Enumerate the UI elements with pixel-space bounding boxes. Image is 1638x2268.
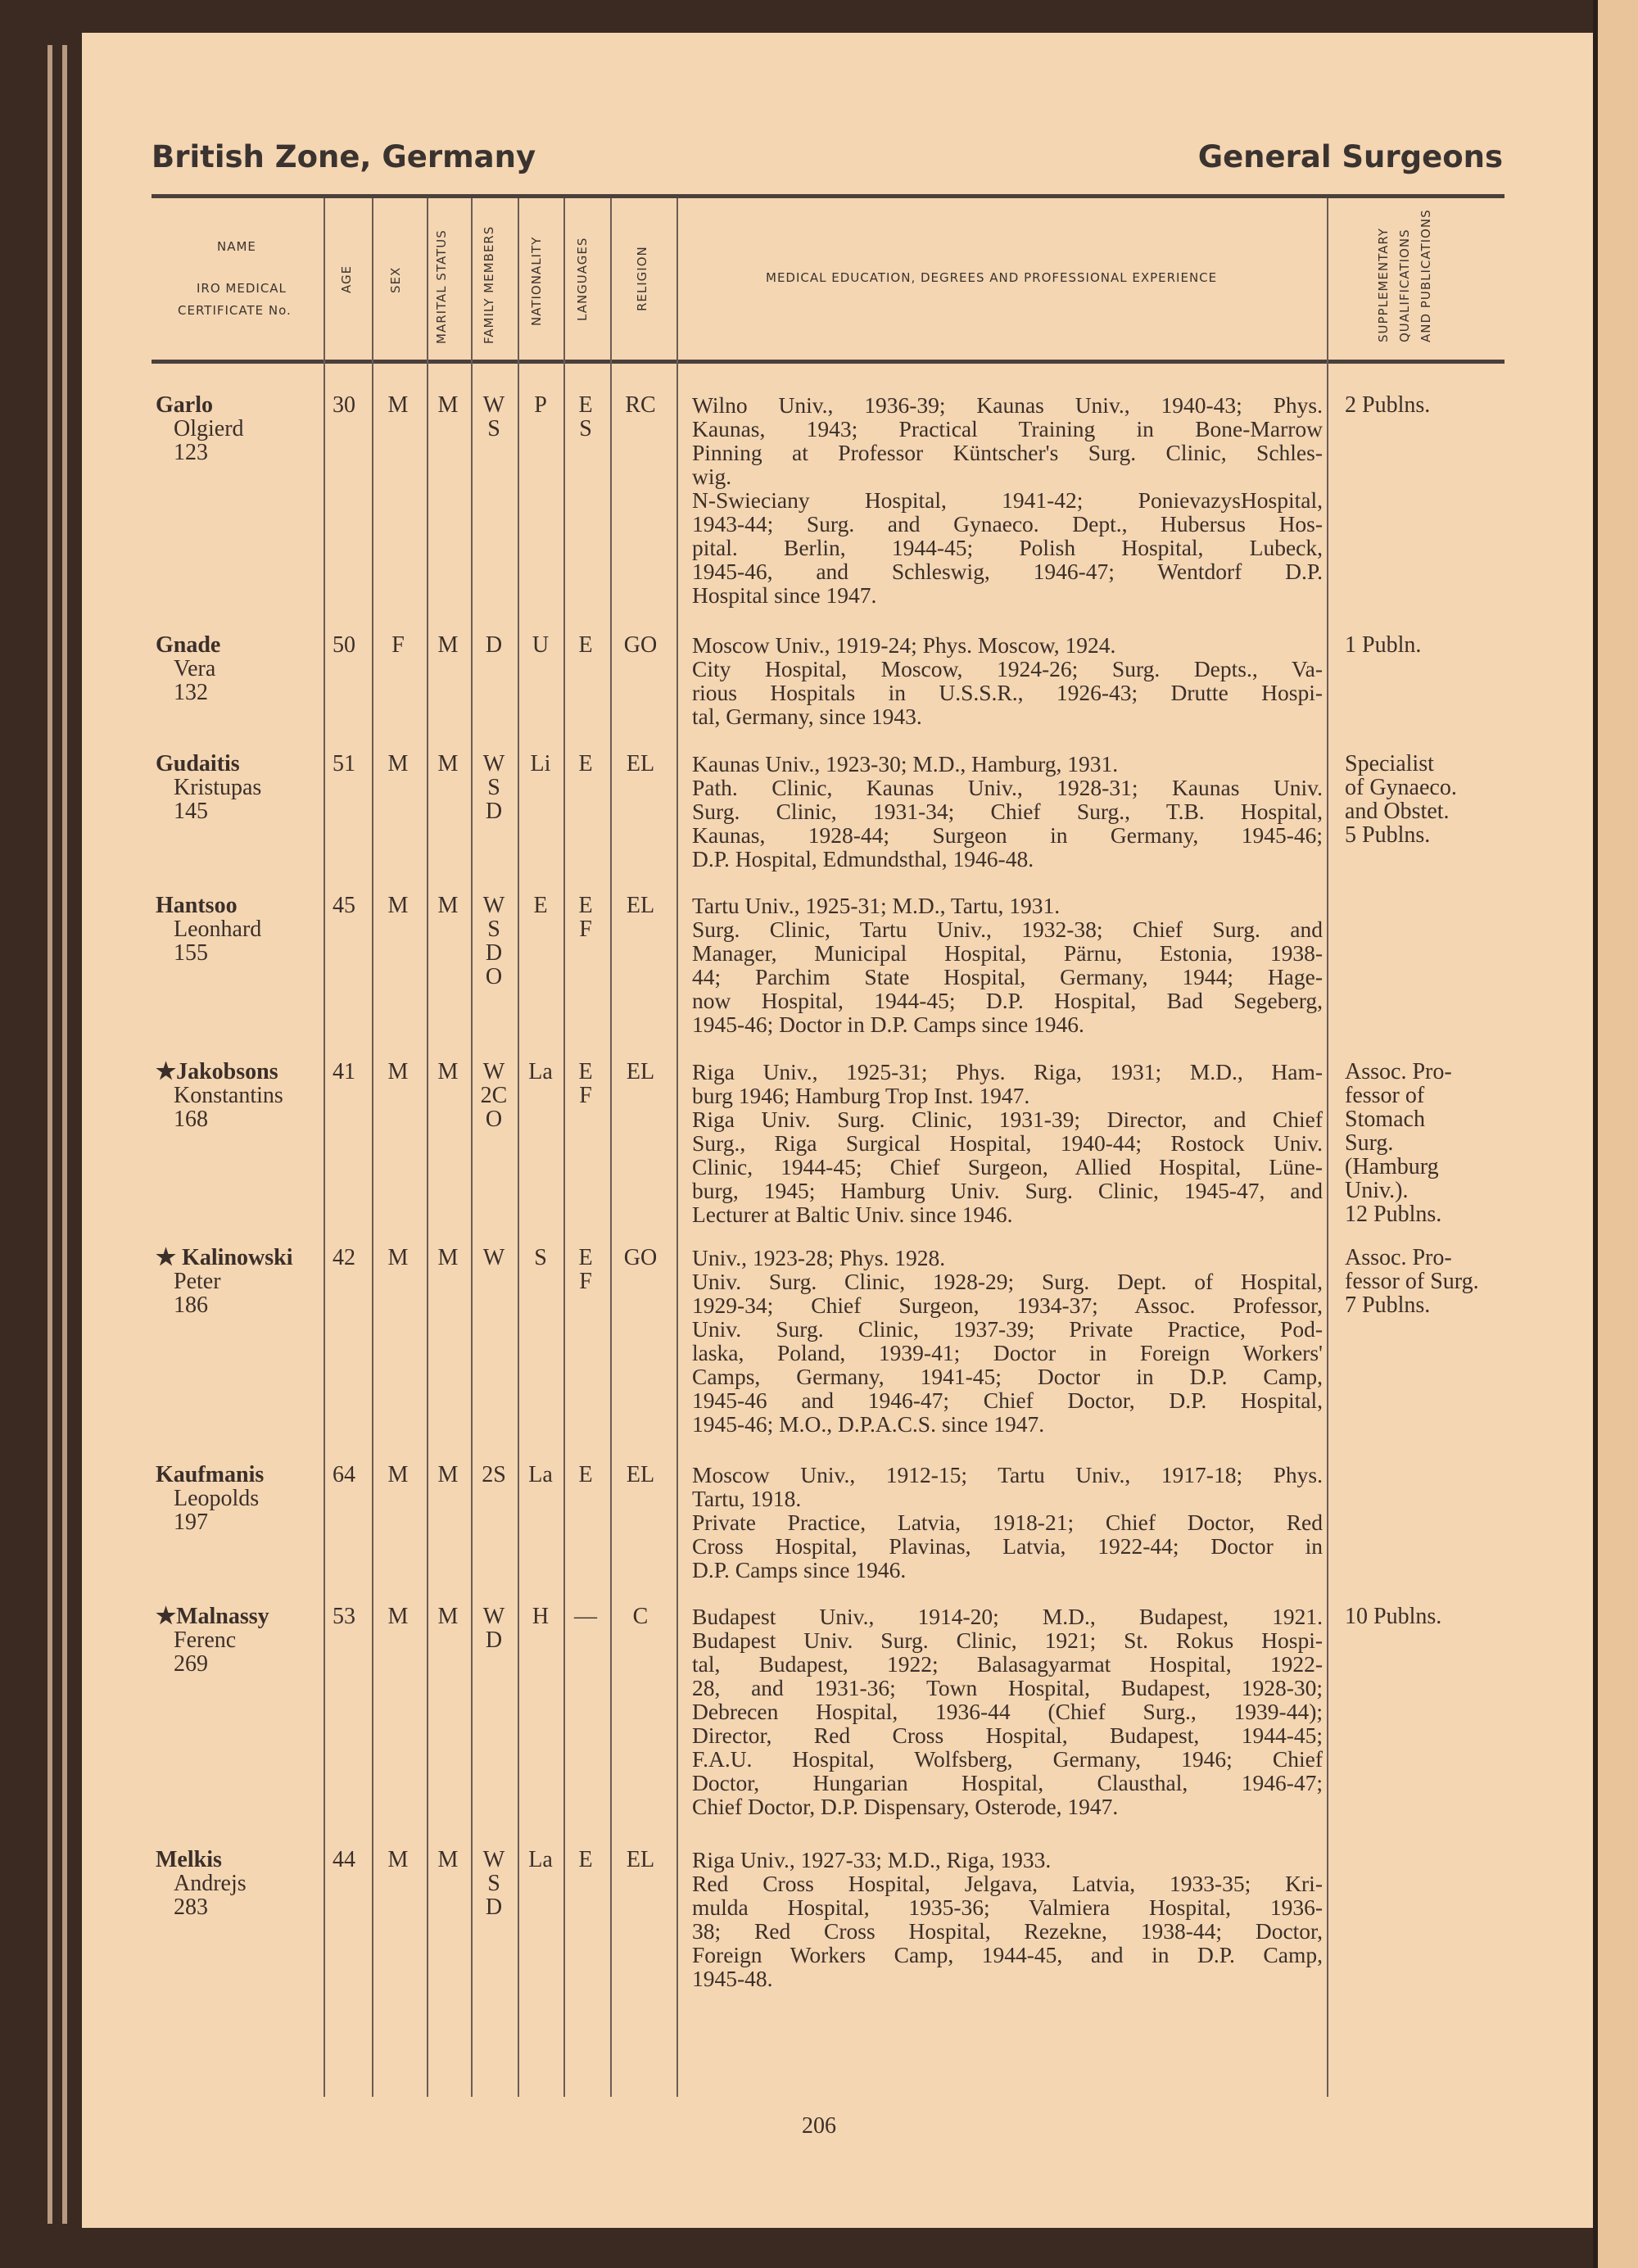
nationality-value: P — [534, 392, 547, 418]
column-divider — [324, 198, 325, 2097]
education-line: Foreign Workers Camp, 1944-45, and in D.P. Camp, — [692, 1942, 1323, 1967]
education-line: pital. Berlin, 1944-45; Polish Hospital, Lubeck, — [692, 535, 1323, 560]
nationality-value: U — [532, 632, 550, 658]
education-line: Budapest Univ. Surg. Clinic, 1921; St. Rokus Hospi- — [692, 1627, 1323, 1653]
religion-value: GO — [623, 632, 658, 658]
surname: Kaufmanis — [156, 1462, 265, 1487]
education-line: Riga Univ., 1925-31; Phys. Riga, 1931; M.D., Ham- — [692, 1059, 1323, 1084]
sex-value: F — [391, 632, 405, 658]
table-header-rule — [152, 360, 1505, 364]
age-value: 51 — [333, 751, 355, 776]
education-line: Red Cross Hospital, Jelgava, Latvia, 1933-35; Kri- — [692, 1871, 1323, 1896]
given-name: Konstantins — [174, 1083, 283, 1108]
certificate-number: 123 — [174, 440, 208, 465]
education-line: 1929-34; Chief Surgeon, 1934-37; Assoc. Professor, — [692, 1292, 1323, 1318]
nationality-value: Li — [530, 751, 551, 776]
education-line: Tartu, 1918. — [692, 1486, 802, 1511]
surname: ★Jakobsons — [156, 1059, 278, 1084]
education-line: Tartu Univ., 1925-31; M.D., Tartu, 1931. — [692, 893, 1061, 918]
education-line: burg, 1945; Hamburg Univ. Surg. Clinic, 1945-47, and — [692, 1178, 1323, 1203]
supplementary-qualifications: Assoc. Pro- fessor of Surg. 7 Publns. — [1345, 1245, 1479, 1318]
education-line: Surg. Clinic, 1931-34; Chief Surg., T.B. Hospital, — [692, 799, 1323, 824]
certificate-number: 145 — [174, 799, 208, 824]
education-line: Clinic, 1944-45; Chief Surgeon, Allied Hospital, Lüne- — [692, 1154, 1323, 1179]
given-name: Olgierd — [174, 416, 244, 441]
marital-value: M — [437, 1604, 459, 1629]
certificate-number: 283 — [174, 1895, 208, 1920]
given-name: Leonhard — [174, 917, 262, 942]
education-line: Camps, Germany, 1941-45; Doctor in D.P. Camp, — [692, 1364, 1323, 1389]
given-name: Ferenc — [174, 1627, 237, 1653]
education-text — [692, 752, 1323, 871]
education-line: 1943-44; Surg. and Gynaeco. Dept., Hubersus Hos- — [692, 511, 1323, 536]
education-text — [692, 894, 1323, 1036]
sex-value: M — [387, 1604, 409, 1629]
sex-value: M — [387, 1462, 409, 1487]
education-line: Wilno Univ., 1936-39; Kaunas Univ., 1940-43; Phys. — [692, 392, 1323, 418]
education-line: tal, Germany, since 1943. — [692, 704, 922, 729]
education-line: Riga Univ. Surg. Clinic, 1931-39; Director, and Chief — [692, 1107, 1323, 1132]
age-value: 42 — [333, 1245, 355, 1270]
education-line: Surg. Clinic, Tartu Univ., 1932-38; Chief Surg. and — [692, 917, 1323, 942]
education-line: F.A.U. Hospital, Wolfsberg, Germany, 1946; Chief — [692, 1746, 1323, 1772]
column-divider — [610, 198, 612, 2097]
languages-value: E F — [578, 1245, 593, 1294]
languages-value: — — [574, 1604, 597, 1629]
column-divider — [563, 198, 565, 2097]
education-line: D.P. Camps since 1946. — [692, 1557, 907, 1582]
languages-value: E — [578, 1462, 593, 1487]
supplementary-qualifications: 2 Publns. — [1345, 392, 1431, 418]
education-line: laska, Poland, 1939-41; Doctor in Foreign Workers' — [692, 1340, 1323, 1365]
age-value: 44 — [333, 1847, 355, 1872]
col-iro: IRO MEDICAL — [197, 281, 287, 296]
languages-value: E — [578, 632, 593, 658]
surname: Garlo — [156, 392, 213, 418]
education-line: mulda Hospital, 1935-36; Valmiera Hospital, 1936- — [692, 1895, 1323, 1920]
marital-value: M — [437, 632, 459, 658]
nationality-value: La — [528, 1847, 553, 1872]
family-value: W 2C O — [480, 1059, 508, 1132]
education-line: Director, Red Cross Hospital, Budapest, 1944-45; — [692, 1723, 1323, 1748]
education-line: tal, Budapest, 1922; Balasagyarmat Hospital, 1922- — [692, 1651, 1323, 1677]
education-line: Lecturer at Baltic Univ. since 1946. — [692, 1202, 1013, 1227]
family-value: W — [482, 1245, 505, 1270]
languages-value: E S — [578, 392, 593, 441]
sex-value: M — [387, 392, 409, 418]
education-line: Moscow Univ., 1912-15; Tartu Univ., 1917-18; Phys. — [692, 1462, 1323, 1487]
nationality-value: H — [532, 1604, 550, 1629]
education-line: Kaunas Univ., 1923-30; M.D., Hamburg, 1931. — [692, 751, 1119, 776]
sex-value: M — [387, 1847, 409, 1872]
marital-value: M — [437, 1059, 459, 1084]
page-number: 206 — [802, 2113, 836, 2139]
education-line: Riga Univ., 1927-33; M.D., Riga, 1933. — [692, 1847, 1052, 1872]
education-line: Univ. Surg. Clinic, 1937-39; Private Practice, Pod- — [692, 1316, 1323, 1342]
education-line: 38; Red Cross Hospital, Rezekne, 1938-44; Doctor, — [692, 1918, 1323, 1944]
nationality-value: E — [533, 893, 548, 918]
page-edge — [48, 45, 52, 2224]
family-value: 2S — [482, 1462, 506, 1487]
sex-value: M — [387, 1059, 409, 1084]
column-divider — [518, 198, 519, 2097]
languages-value: E F — [578, 1059, 593, 1108]
col-education: MEDICAL EDUCATION, DEGREES AND PROFESSIONAL EXPERIENCE — [766, 270, 1218, 285]
family-value: W S — [482, 392, 505, 441]
education-line: 1945-48. — [692, 1966, 773, 1991]
age-value: 41 — [333, 1059, 355, 1084]
column-divider — [427, 198, 428, 2097]
religion-value: EL — [626, 893, 655, 918]
languages-value: E F — [578, 893, 593, 942]
given-name: Andrejs — [174, 1871, 247, 1896]
religion-value: C — [632, 1604, 649, 1629]
col-nationality: NATIONALITY — [529, 236, 544, 326]
family-value: W S D O — [482, 893, 505, 989]
marital-value: M — [437, 1462, 459, 1487]
given-name: Vera — [174, 656, 216, 681]
marital-value: M — [437, 893, 459, 918]
age-value: 45 — [333, 893, 355, 918]
certificate-number: 186 — [174, 1292, 208, 1318]
religion-value: EL — [626, 1847, 655, 1872]
col-languages: LANGUAGES — [575, 237, 590, 321]
supplementary-qualifications: Specialist of Gynaeco. and Obstet. 5 Publns. — [1345, 751, 1457, 848]
supplementary-qualifications: 10 Publns. — [1345, 1604, 1442, 1629]
education-line: 1945-46; M.O., D.P.A.C.S. since 1947. — [692, 1411, 1045, 1437]
col-sex: SEX — [388, 266, 403, 293]
education-line: 28, and 1931-36; Town Hospital, Budapest, 1928-30; — [692, 1675, 1323, 1700]
education-line: N-Swieciany Hospital, 1941-42; PonievazysHospital, — [692, 487, 1323, 513]
education-text — [692, 1463, 1323, 1582]
education-line: Moscow Univ., 1919-24; Phys. Moscow, 1924. — [692, 632, 1116, 658]
education-line: 1945-46, and Schleswig, 1946-47; Wentdorf D.P. — [692, 559, 1323, 584]
surname: ★ Kalinowski — [156, 1245, 293, 1270]
supplementary-qualifications: 1 Publn. — [1345, 632, 1422, 658]
certificate-number: 168 — [174, 1107, 208, 1132]
nationality-value: S — [534, 1245, 547, 1270]
column-divider — [1327, 198, 1328, 2097]
given-name: Kristupas — [174, 775, 262, 800]
table-top-rule — [152, 194, 1505, 198]
col-family: FAMILY MEMBERS — [482, 225, 496, 344]
education-line: Path. Clinic, Kaunas Univ., 1928-31; Kaunas Univ. — [692, 775, 1323, 800]
surname: Hantsoo — [156, 893, 238, 918]
col-supp-1: SUPPLEMENTARY — [1376, 228, 1391, 342]
certificate-number: 197 — [174, 1510, 208, 1535]
nationality-value: La — [528, 1462, 553, 1487]
column-divider — [372, 198, 373, 2097]
education-line: 1945-46 and 1946-47; Chief Doctor, D.P. Hospital, — [692, 1388, 1323, 1413]
education-line: Kaunas, 1928-44; Surgeon in Germany, 1945-46; — [692, 822, 1323, 848]
education-line: wig. — [692, 464, 732, 489]
education-line: D.P. Hospital, Edmundsthal, 1946-48. — [692, 846, 1034, 871]
education-line: Debrecen Hospital, 1936-44 (Chief Surg., 1939-44); — [692, 1699, 1323, 1724]
education-text — [692, 1848, 1323, 1990]
col-supp-3: AND PUBLICATIONS — [1419, 209, 1433, 342]
certificate-number: 155 — [174, 940, 208, 966]
education-line: Kaunas, 1943; Practical Training in Bone-Marrow — [692, 416, 1323, 441]
marital-value: M — [437, 1245, 459, 1270]
education-line: Pinning at Professor Küntscher's Surg. Clinic, Schles- — [692, 440, 1323, 465]
education-line: Univ., 1923-28; Phys. 1928. — [692, 1245, 946, 1270]
page-edge — [62, 45, 67, 2224]
given-name: Leopolds — [174, 1486, 260, 1511]
religion-value: EL — [626, 1462, 655, 1487]
education-line: 1945-46; Doctor in D.P. Camps since 1946. — [692, 1012, 1084, 1037]
education-line: Manager, Municipal Hospital, Pärnu, Estonia, 1938- — [692, 940, 1323, 966]
column-divider — [471, 198, 473, 2097]
religion-value: EL — [626, 1059, 655, 1084]
education-line: Surg., Riga Surgical Hospital, 1940-44; Rostock Univ. — [692, 1130, 1323, 1156]
column-divider — [676, 198, 678, 2097]
certificate-number: 269 — [174, 1651, 208, 1677]
supplementary-qualifications: Assoc. Pro- fessor of Stomach Surg. (Hamburg Univ.). 12 Publns. — [1345, 1059, 1452, 1227]
age-value: 53 — [333, 1604, 355, 1629]
education-line: Chief Doctor, D.P. Dispensary, Osterode, 1947. — [692, 1794, 1119, 1819]
education-line: Doctor, Hungarian Hospital, Clausthal, 1946-47; — [692, 1770, 1323, 1795]
marital-value: M — [437, 751, 459, 776]
education-line: 44; Parchim State Hospital, Germany, 1944; Hage- — [692, 964, 1323, 989]
education-text — [692, 633, 1323, 728]
education-line: City Hospital, Moscow, 1924-26; Surg. Depts., Va- — [692, 656, 1323, 681]
education-line: now Hospital, 1944-45; D.P. Hospital, Bad Segeberg, — [692, 988, 1323, 1013]
education-line: Univ. Surg. Clinic, 1928-29; Surg. Dept. of Hospital, — [692, 1269, 1323, 1294]
marital-value: M — [437, 1847, 459, 1872]
surname: Melkis — [156, 1847, 222, 1872]
sex-value: M — [387, 751, 409, 776]
religion-value: EL — [626, 751, 655, 776]
facing-page-edge — [1593, 0, 1638, 2268]
age-value: 30 — [333, 392, 355, 418]
col-age: AGE — [339, 265, 354, 293]
col-name: NAME — [217, 239, 256, 254]
religion-value: RC — [625, 392, 656, 418]
category-title: General Surgeons — [1197, 139, 1503, 174]
education-line: rious Hospitals in U.S.S.R., 1926-43; Drutte Hospi- — [692, 680, 1323, 705]
education-line: Cross Hospital, Plavinas, Latvia, 1922-44; Doctor in — [692, 1533, 1323, 1559]
education-line: Hospital since 1947. — [692, 582, 877, 608]
education-line: burg 1946; Hamburg Trop Inst. 1947. — [692, 1083, 1030, 1108]
col-cert: CERTIFICATE No. — [178, 303, 292, 318]
family-value: D — [485, 632, 503, 658]
family-value: W S D — [482, 1847, 505, 1920]
section-title: British Zone, Germany — [152, 139, 536, 174]
col-supp-2: QUALIFICATIONS — [1397, 229, 1412, 342]
nationality-value: La — [528, 1059, 553, 1084]
age-value: 50 — [333, 632, 355, 658]
education-line: Private Practice, Latvia, 1918-21; Chief Doctor, Red — [692, 1510, 1323, 1535]
sex-value: M — [387, 893, 409, 918]
given-name: Peter — [174, 1269, 221, 1294]
marital-value: M — [437, 392, 459, 418]
education-line: Budapest Univ., 1914-20; M.D., Budapest, 1921. — [692, 1604, 1323, 1629]
family-value: W S D — [482, 751, 505, 824]
age-value: 64 — [333, 1462, 355, 1487]
surname: Gudaitis — [156, 751, 240, 776]
surname: Gnade — [156, 632, 221, 658]
education-text — [692, 1060, 1323, 1226]
languages-value: E — [578, 1847, 593, 1872]
col-religion: RELIGION — [635, 246, 649, 311]
col-marital: MARITAL STATUS — [434, 229, 449, 344]
education-text — [692, 1246, 1323, 1436]
languages-value: E — [578, 751, 593, 776]
education-text — [692, 1605, 1323, 1818]
education-text — [692, 393, 1323, 607]
certificate-number: 132 — [174, 680, 208, 705]
religion-value: GO — [623, 1245, 658, 1270]
sex-value: M — [387, 1245, 409, 1270]
family-value: W D — [482, 1604, 505, 1653]
surname: ★Malnassy — [156, 1604, 269, 1629]
